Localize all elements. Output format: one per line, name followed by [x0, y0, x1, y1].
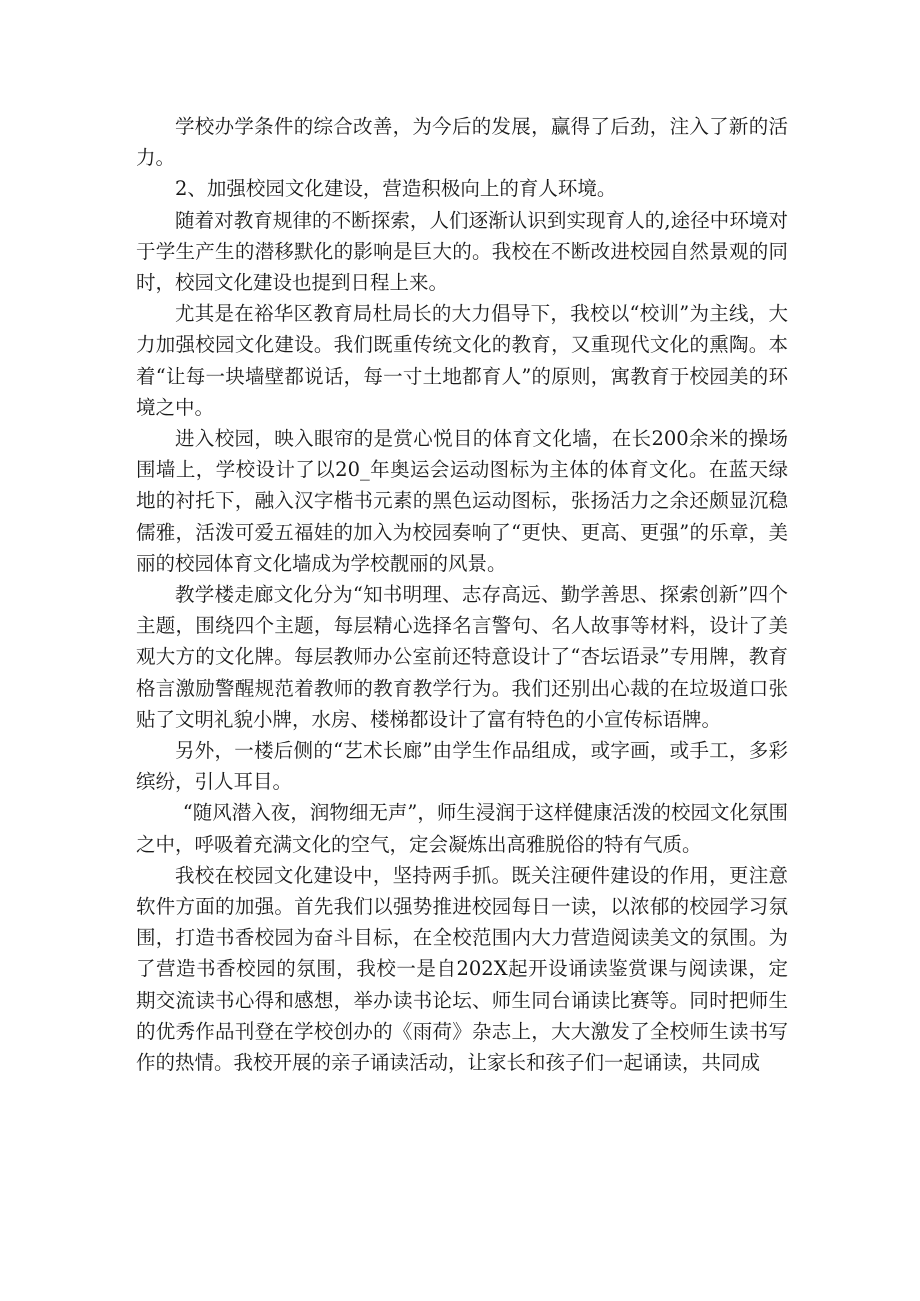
paragraph-5: 进入校园，映入眼帘的是赏心悦目的体育文化墙，在长200余米的操场围墙上，学校设计了以20_年奥运会运动图标为主体的体育文化。在蓝天绿地的衬托下，融入汉字楷书元素的黑色运动图标，张扬活力之余还颇显沉稳儒雅，活泼可爱五福娃的加入为校园奏响了“更快、更高、更强”的乐章，美丽的校园体育文化墙成为学校靓丽的风景。 — [136, 427, 788, 575]
paragraph-8: “随风潜入夜，润物细无声”，师生浸润于这样健康活泼的校园文化氛围之中，呼吸着充满文化的空气，定会凝炼出高雅脱俗的特有气质。 — [136, 801, 788, 856]
document-page — [136, 111, 788, 1078]
paragraph-7: 另外，一楼后侧的“艺术长廊”由学生作品组成，或字画，或手工，多彩缤纷，引人耳目。 — [136, 739, 788, 794]
paragraph-6: 教学楼走廊文化分为“知书明理、志存高远、勤学善思、探索创新”四个主题，围绕四个主题，每层精心选择名言警句、名人故事等材料，设计了美观大方的文化牌。每层教师办公室前还特意设计了“杏坛语录”专用牌，教育格言激励警醒规范着教师的教育教学行为。我们还别出心裁的在垃圾道口张贴了文明礼貌小牌，水房、楼梯都设计了富有特色的小宣传标语牌。 — [136, 583, 788, 731]
paragraph-4: 尤其是在裕华区教育局杜局长的大力倡导下，我校以“校训”为主线，大力加强校园文化建设。我们既重传统文化的教育，又重现代文化的熏陶。本着“让每一块墙壁都说话，每一寸土地都育人”的原则，寓教育于校园美的环境之中。 — [136, 302, 788, 419]
paragraph-2-heading: 2、加强校园文化建设，营造积极向上的育人环境。 — [175, 177, 617, 201]
paragraph-3: 随着对教育规律的不断探索，人们逐渐认识到实现育人的,途径中环境对于学生产生的潜移默化的影响是巨大的。我校在不断改进校园自然景观的同时，校园文化建设也提到日程上来。 — [136, 208, 788, 295]
paragraph-1: 学校办学条件的综合改善，为今后的发展，赢得了后劲，注入了新的活力。 — [136, 115, 788, 170]
paragraph-9: 我校在校园文化建设中，坚持两手抓。既关注硬件建设的作用，更注意软件方面的加强。首先我们以强势推进校园每日一读，以浓郁的校园学习氛围，打造书香校园为奋斗目标，在全校范围内大力营造阅读美文的氛围。为了营造书香校园的氛围，我校一是自202X起开设诵读鉴赏课与阅读课，定期交流读书心得和感想，举办读书论坛、师生同台诵读比赛等。同时把师生的优秀作品刊登在学校创办的《雨荷》杂志上，大大激发了全校师生读书写作的热情。我校开展的亲子诵读活动，让家长和孩子们一起诵读，共同成 — [136, 863, 788, 1075]
